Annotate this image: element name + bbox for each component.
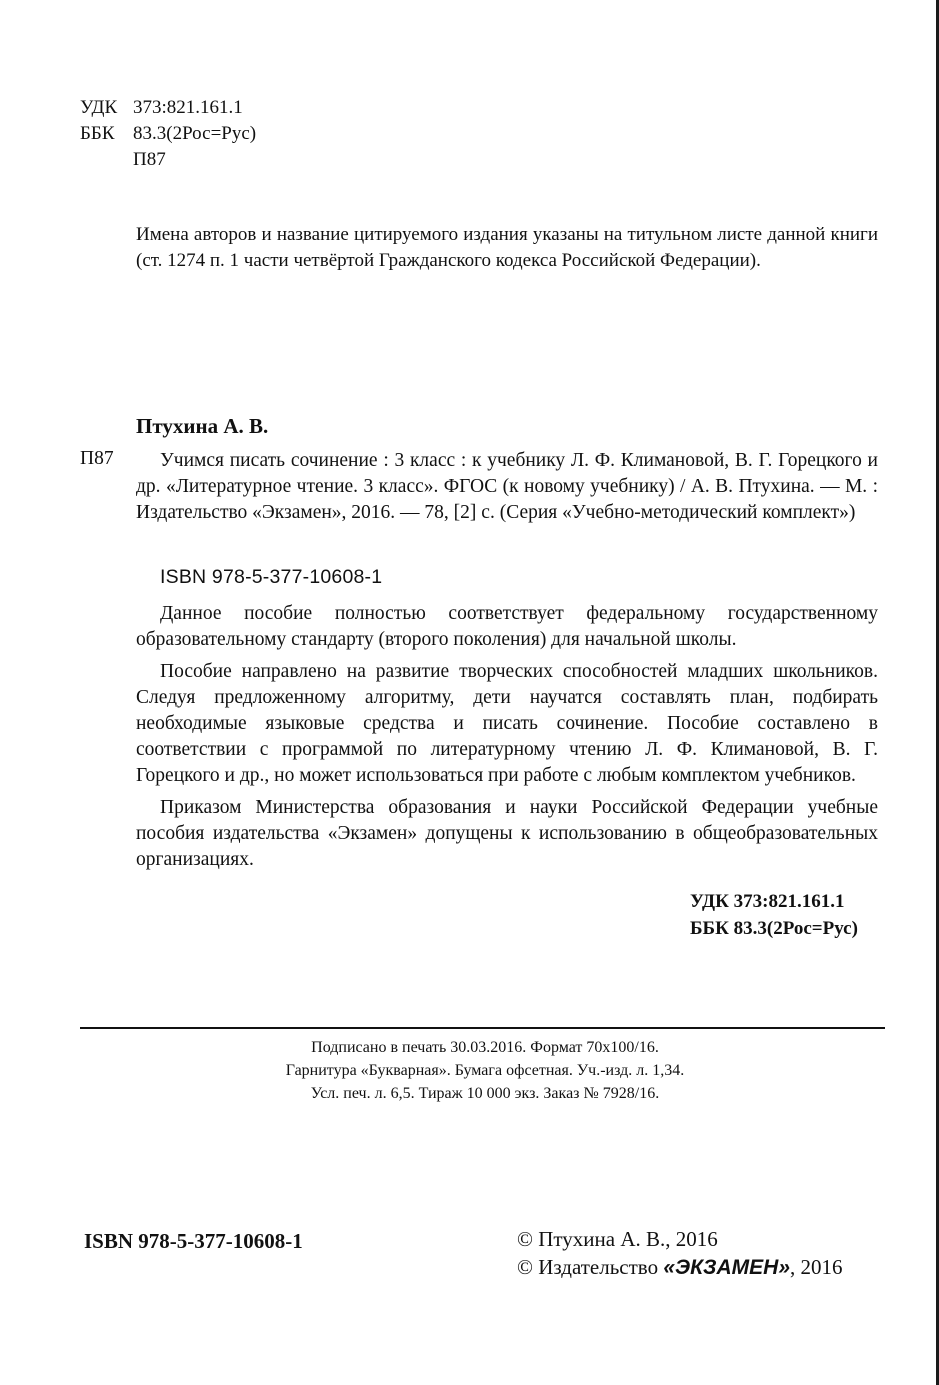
annotation-paragraph-3: Приказом Министерства образования и науки Российской Федерации учебные пособия издательства «Экзамен» допущены к использованию в общеобразовательных организациях.	[136, 797, 878, 870]
classification-codes-bottom	[690, 888, 858, 942]
bbk-value: 83.3(2Рос=Рус)	[133, 123, 257, 144]
bbk-row	[80, 121, 256, 147]
bibliographic-description: Учимся писать сочинение : 3 класс : к учебнику Л. Ф. Климановой, В. Г. Горецкого и др. «Литературное чтение. 3 класс». ФГОС (к новому учебнику) / А. В. Птухина. — М. : Издательство «Экзамен», 2016. — 78, [2] с. (Серия «Учебно-методический комплект»)	[136, 450, 878, 523]
imprint-line-2: Гарнитура «Букварная». Бумага офсетная. Уч.-изд. л. 1,34.	[285, 1062, 685, 1079]
copyright-author: © Птухина А. В., 2016	[517, 1227, 718, 1251]
udk-label: УДК	[80, 97, 118, 118]
publisher-brand: «ЭКЗАМЕН»	[663, 1256, 791, 1279]
isbn-catalog: ISBN 978-5-377-10608-1	[160, 566, 383, 588]
annotation-paragraph-1: Данное пособие полностью соответствует федеральному государственному образовательному стандарту (второго поколения) для начальной школы.	[136, 603, 878, 650]
annotation	[136, 601, 878, 879]
isbn-footer: ISBN 978-5-377-10608-1	[84, 1229, 303, 1253]
copyright-publisher	[517, 1253, 843, 1282]
author-mark: П87	[80, 448, 114, 469]
author-mark-top: П87	[133, 149, 166, 170]
imprint-line-1: Подписано в печать 30.03.2016. Формат 70x100/16.	[311, 1039, 659, 1056]
divider	[80, 1027, 885, 1029]
bbk-label: ББК	[80, 123, 115, 144]
annotation-paragraph-2: Пособие направлено на развитие творческих способностей младших школьников. Следуя предложенному алгоритму, дети научатся составлять план, подбирать необходимые языковые средства и писать сочинение. Пособие составлено в соответствии с программой по литературному чтению Л. Ф. Климановой, В. Г. Горецкого и др., но может использоваться при работе с любым комплектом учебников.	[136, 661, 878, 786]
copyright-block	[517, 1225, 843, 1282]
copyright-publisher-year: , 2016	[790, 1255, 843, 1279]
imprint	[200, 1036, 770, 1105]
udk-row	[80, 95, 256, 121]
udk-value: 373:821.161.1	[133, 97, 243, 118]
udk-code: УДК 373:821.161.1	[690, 891, 845, 912]
author-heading: Птухина А. В.	[136, 414, 269, 438]
authorship-note: Имена авторов и название цитируемого издания указаны на титульном листе данной книги (ст. 1274 п. 1 части четвёртой Гражданского кодекса Российской Федерации).	[136, 224, 878, 271]
copyright-publisher-prefix: © Издательство	[517, 1255, 664, 1279]
classification-codes-top	[80, 95, 256, 173]
imprint-line-3: Усл. печ. л. 6,5. Тираж 10 000 экз. Заказ № 7928/16.	[310, 1085, 660, 1102]
bbk-code: ББК 83.3(2Рос=Рус)	[690, 918, 858, 939]
